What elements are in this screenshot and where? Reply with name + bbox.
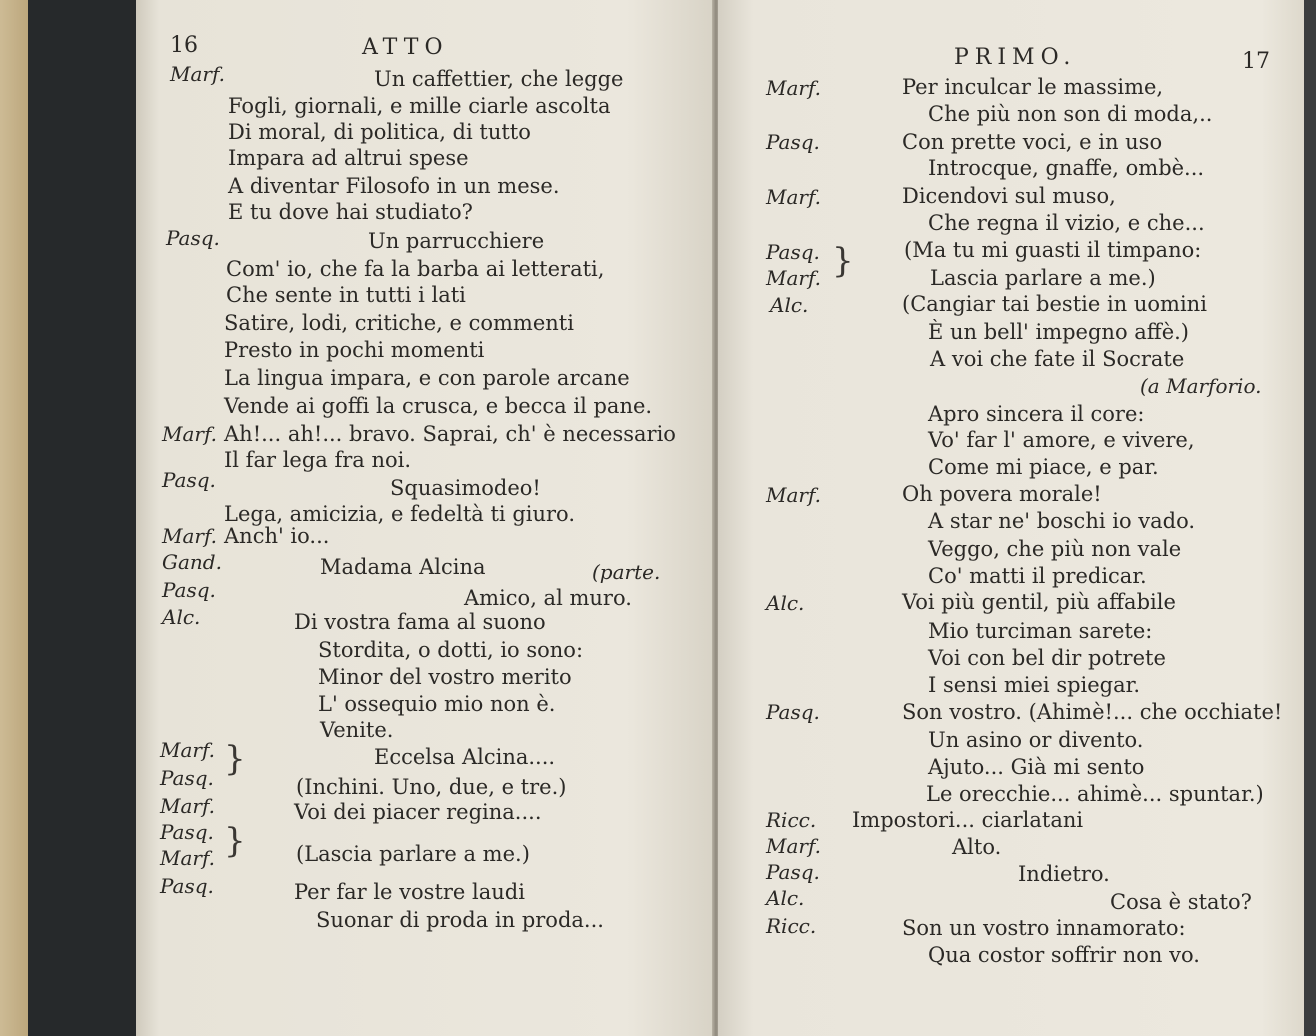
verse-line: Per inculcar le massime, <box>902 75 1164 99</box>
verse-line: Dicendovi sul muso, <box>902 184 1116 208</box>
verse-line: Suonar di proda in proda... <box>316 908 604 932</box>
speaker: Marf. <box>160 738 216 762</box>
speaker: Pasq. <box>766 130 820 154</box>
verse-line: Vo' far l' amore, e vivere, <box>928 428 1195 452</box>
book-edge <box>1304 0 1316 1036</box>
verse-line: Oh povera morale! <box>902 482 1102 506</box>
speaker: Pasq. <box>166 226 220 250</box>
verse-line: Indietro. <box>1018 862 1110 886</box>
verse-line: Voi con bel dir potrete <box>928 646 1166 670</box>
verse-line: Amico, al muro. <box>464 586 632 610</box>
speaker: Ricc. <box>766 808 817 832</box>
verse-line: Squasimodeo! <box>390 476 541 500</box>
speaker-brace: } <box>224 739 246 779</box>
verse-line: Vende ai goffi la crusca, e becca il pane. <box>224 394 653 418</box>
verse-line: Voi più gentil, più affabile <box>902 590 1176 614</box>
speaker: Alc. <box>770 293 809 317</box>
speaker: Pasq. <box>766 860 820 884</box>
verse-line: È un bell' impegno affè.) <box>928 320 1190 344</box>
verse-line: L' ossequio mio non è. <box>318 692 556 716</box>
verse-line: La lingua impara, e con parole arcane <box>224 366 630 390</box>
speaker: Marf. <box>160 794 216 818</box>
verse-line: Con prette voci, e in uso <box>902 130 1163 154</box>
speaker: Alc. <box>162 605 201 629</box>
verse-line: Anch' io... <box>224 524 330 548</box>
verse-line: Che regna il vizio, e che... <box>928 211 1205 235</box>
verse-line: Come mi piace, e par. <box>928 455 1159 479</box>
verse-line: Impostori... ciarlatani <box>852 808 1084 832</box>
speaker: Marf. <box>162 422 218 446</box>
verse-line: I sensi miei spiegar. <box>928 673 1141 697</box>
stage-direction: (a Marforio. <box>1140 374 1262 398</box>
verse-line: Eccelsa Alcina.... <box>374 745 556 769</box>
verse-line: Un parrucchiere <box>368 229 545 253</box>
verse-line: Di moral, di politica, di tutto <box>228 120 531 144</box>
speaker: Marf. <box>160 846 216 870</box>
verse-line: Ajuto... Già mi sento <box>928 755 1145 779</box>
verse-line: Veggo, che più non vale <box>928 537 1182 561</box>
speaker: Pasq. <box>162 468 216 492</box>
verse-line: Fogli, giornali, e mille ciarle ascolta <box>228 94 611 118</box>
verse-line: Satire, lodi, critiche, e commenti <box>224 311 574 335</box>
verse-line: Com' io, che fa la barba ai letterati, <box>226 257 605 281</box>
speaker: Pasq. <box>766 240 820 264</box>
verse-line: Apro sincera il core: <box>928 402 1145 426</box>
verse-line: Alto. <box>952 835 1002 859</box>
speaker: Alc. <box>766 886 805 910</box>
speaker: Marf. <box>170 62 226 86</box>
verse-line: Che sente in tutti i lati <box>226 283 466 307</box>
speaker: Pasq. <box>160 766 214 790</box>
speaker: Marf. <box>162 524 218 548</box>
table-surface <box>0 0 28 1036</box>
verse-line: Il far lega fra noi. <box>224 448 412 472</box>
speaker: Marf. <box>766 266 822 290</box>
verse-line: Lascia parlare a me.) <box>930 266 1156 290</box>
verse-line: (Inchini. Uno, due, e tre.) <box>296 775 567 799</box>
verse-line: Di vostra fama al suono <box>294 610 546 634</box>
speaker: Marf. <box>766 185 822 209</box>
verse-line: Ah!... ah!... bravo. Saprai, ch' è necessario <box>224 422 676 446</box>
speaker: Pasq. <box>766 700 820 724</box>
speaker: Pasq. <box>160 874 214 898</box>
verse-line: A diventar Filosofo in un mese. <box>228 174 560 198</box>
stage-direction: (parte. <box>592 560 661 584</box>
verse-line: (Lascia parlare a me.) <box>296 842 530 866</box>
verse-line: (Ma tu mi guasti il timpano: <box>904 238 1202 262</box>
verse-line: Stordita, o dotti, io sono: <box>318 638 584 662</box>
speaker: Marf. <box>766 483 822 507</box>
verse-line: Cosa è stato? <box>1110 890 1252 914</box>
page-number-right: 17 <box>1242 49 1270 74</box>
verse-line: Impara ad altrui spese <box>228 146 469 170</box>
verse-line: Mio turciman sarete: <box>928 619 1153 643</box>
verse-line: Presto in pochi momenti <box>224 338 485 362</box>
speaker: Alc. <box>766 591 805 615</box>
verse-line: (Cangiar tai bestie in uomini <box>902 292 1207 316</box>
verse-line: Introcque, gnaffe, ombè... <box>928 156 1205 180</box>
verse-line: Madama Alcina <box>320 555 486 579</box>
speaker: Marf. <box>766 76 822 100</box>
running-head-left: ATTO <box>362 35 449 60</box>
verse-line: Per far le vostre laudi <box>294 880 525 904</box>
speaker: Pasq. <box>162 578 216 602</box>
verse-line: Voi dei piacer regina.... <box>294 800 542 824</box>
verse-line: Un asino or divento. <box>928 728 1144 752</box>
verse-line: Un caffettier, che legge <box>374 67 624 91</box>
verse-line: Che più non son di moda,.. <box>928 102 1213 126</box>
speaker: Gand. <box>162 550 222 574</box>
speaker-brace: } <box>224 821 246 861</box>
verse-line: Co' matti il predicar. <box>928 564 1147 588</box>
page-number-left: 16 <box>170 33 198 58</box>
verse-line: E tu dove hai studiato? <box>228 200 473 224</box>
verse-line: A star ne' boschi io vado. <box>928 509 1196 533</box>
speaker: Pasq. <box>160 820 214 844</box>
running-head-right: PRIMO. <box>954 45 1077 70</box>
verse-line: Venite. <box>320 718 394 742</box>
verse-line: Minor del vostro merito <box>318 665 572 689</box>
verse-line: Son un vostro innamorato: <box>902 916 1186 940</box>
verse-line: Lega, amicizia, e fedeltà ti giuro. <box>224 502 575 526</box>
book-cover <box>28 0 136 1036</box>
verse-line: A voi che fate il Socrate <box>930 347 1185 371</box>
verse-line: Le orecchie... ahimè... spuntar.) <box>926 782 1264 806</box>
speaker: Marf. <box>766 834 822 858</box>
speaker: Ricc. <box>766 914 817 938</box>
verse-line: Son vostro. (Ahimè!... che occhiate! <box>902 700 1283 724</box>
verse-line: Qua costor soffrir non vo. <box>928 943 1200 967</box>
speaker-brace: } <box>832 241 854 281</box>
